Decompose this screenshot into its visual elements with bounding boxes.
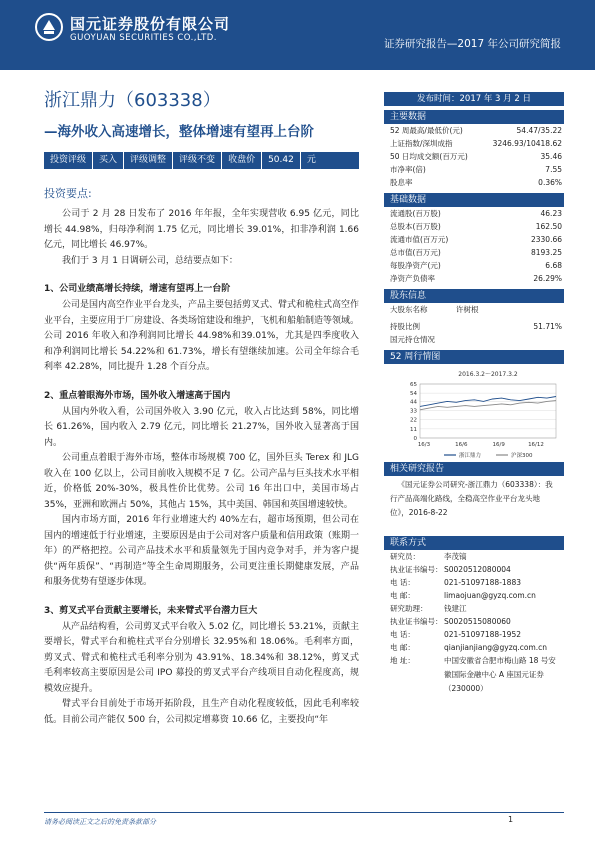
series-line — [420, 401, 556, 410]
contact-row: 研究员： 李茂镐 — [390, 552, 467, 561]
contact-row[interactable]: 电 邮： qianjianjiang@gyzq.com.cn — [390, 643, 548, 652]
point-paragraph: 从产品结构看，公司剪叉式平台收入 5.02 亿，同比增长 53.21%，贡献主要增长，臂式平台和桅柱式平台分别增长 32.95%和 18.06%。毛利率方面，剪叉式、臂式和桅柱式毛利率分别为 43.91%、18.34%和 38.12%，剪叉式毛利率较高主要原因是公司 IPO 募投的剪叉式平台产线项目自动化程度高，规模效应提升。 — [44, 621, 359, 694]
rating-bar — [44, 152, 359, 169]
x-tick-label: 16/6 — [455, 442, 468, 448]
contact-row: 执业证书编号： S0020515080060 — [390, 617, 511, 626]
major-shareholder-row: 大股东名称 许树根 — [390, 305, 479, 314]
contacts-title: 联系方式 — [384, 536, 564, 550]
main-data-table — [384, 124, 564, 189]
sidebar — [384, 92, 564, 696]
rating-change-value: 评级不变 — [173, 152, 222, 169]
data-row: 每股净资产(元) 6.68 — [390, 261, 562, 270]
company-name-en: GUOYUAN SECURITIES CO.,LTD. — [70, 33, 218, 43]
data-row: 净资产负债率 26.29% — [390, 274, 562, 283]
related-report-text: 《国元证券公司研究-浙江鼎力（603338）：我行产品高端化路线，全稳高空作业平台龙头地位》，2016-8-22 — [390, 480, 553, 517]
point-paragraph: 公司是国内高空作业平台龙头，产品主要包括剪叉式、臂式和桅柱式高空作业平台，主要应用于厂房建设、各类场馆建设和维护，飞机和船舶制造等领域。公司 2016 年收入和净利润同比增长 44.98%和39.01%，尤其是四季度收入和净利润同比增长 54.22%和 61.73%，增长有望继续加速。公司全年综合毛利率 42.28%，同比提升 1.28 个百分点。 — [44, 300, 360, 372]
x-tick-label: 16/9 — [492, 442, 505, 448]
stock-title: 浙江鼎力（603338） — [44, 90, 221, 111]
price-unit: 元 — [306, 155, 316, 165]
company-name-cn: 国元证券股份有限公司 — [70, 15, 231, 33]
point-heading: 1、公司业绩高增长持续，增速有望再上一台阶 — [44, 284, 231, 294]
shareholding-ratio-row: 持股比例 51.71% — [390, 322, 562, 331]
data-row: 流通市值(百万元) 2330.66 — [390, 235, 562, 244]
publish-date: 发布时间：2017 年 3 月 2 日 — [384, 92, 564, 106]
point-paragraph: 臂式平台目前处于市场开拓阶段，且生产自动化程度较低，因此毛利率较低。目前公司产能仅 500 台，公司拟定增募资 10.66 亿，主要投向“年 — [44, 699, 359, 725]
shareholder-title: 股东信息 — [384, 289, 564, 303]
rating-value: 买入 — [93, 152, 124, 169]
y-tick-label: 33 — [410, 408, 417, 415]
data-row: 流通股(百万股) 46.23 — [390, 209, 562, 218]
y-tick-label: 65 — [410, 382, 417, 388]
guoyuan-position-row: 国元持仓情况 — [390, 335, 435, 344]
x-tick-label: 16/3 — [417, 442, 431, 448]
y-tick-label: 44 — [410, 399, 417, 406]
page-number: 1 — [508, 815, 514, 824]
contact-row: 研究助理： 钱建江 — [390, 604, 467, 613]
footer-divider — [44, 812, 564, 813]
main-data-title: 主要数据 — [384, 110, 564, 124]
report-subtitle: —海外收入高速增长，整体增速有望再上台阶 — [44, 124, 314, 140]
intro-paragraph: 公司于 2 月 28 日发布了 2016 年年报，全年实现营收 6.95 亿元，同比增长 44.98%，归母净利润 1.75 亿元，同比增长 39.01%，扣非净利润 1.66 亿元，同比增长 46.97%。 — [44, 209, 359, 250]
point-paragraph: 国内市场方面，2016 年行业增速大约 40%左右，超市场预期，但公司在国内的增速低于行业增速，主要原因是由于公司对客户质量和信用政策（账期一年）的严格把控。公司产品技术水平和质量领先于国内竞争对手，并为客户提供“两年质保”、“再制造”等全生命周期服务，公司更注重长期健康发展，产品和服务优势有望逐步体现。 — [44, 515, 360, 587]
legend-label: 沪深300 — [511, 453, 533, 458]
rating-change-label: 评级调整 — [124, 152, 173, 169]
point-paragraph: 从国内外收入看，公司国外收入 3.90 亿元，收入占比达到 58%，同比增长 61.26%，国内收入 2.79 亿元，同比增长 21.27%，国外收入显著高于国内。 — [44, 406, 359, 448]
contact-row: 电 话： 021-51097188-1952 — [390, 630, 521, 639]
basic-data-table — [384, 207, 564, 285]
data-row: 总股本(百万股) 162.50 — [390, 222, 562, 231]
header-bar — [0, 0, 595, 70]
report-type: 证券研究报告—2017 年公司研究简报 — [383, 38, 561, 50]
y-tick-label: 0 — [413, 436, 417, 442]
price-chart-svg — [384, 366, 564, 458]
contact-row: 地 址： 中国安徽省合肥市梅山路 18 号安徽国际金融中心 A 座国元证券（230000） — [390, 656, 556, 693]
main-content — [44, 185, 359, 728]
chart-title: 52 周行情图 — [384, 350, 564, 364]
basic-data-title: 基础数据 — [384, 193, 564, 207]
point-heading: 2、重点着眼海外市场，国外收入增速高于国内 — [44, 390, 231, 401]
company-logo-icon — [34, 12, 64, 42]
contact-row: 执业证书编号： S0020512080004 — [390, 565, 511, 574]
rating-label: 投资评级 — [44, 152, 93, 169]
intro-paragraph: 我们于 3 月 1 日调研公司，总结要点如下： — [62, 255, 238, 266]
data-row: 50 日均成交额(百万元) 35.46 — [390, 152, 562, 161]
contact-row[interactable]: 电 邮： limaojuan@gyzq.com.cn — [390, 591, 536, 600]
footer-disclaimer: 请务必阅读正文之后的免责条款部分 — [44, 818, 156, 826]
x-tick-label: 16/12 — [528, 442, 544, 448]
y-tick-label: 22 — [410, 417, 417, 424]
contact-row: 电 话： 021-51097188-1883 — [390, 578, 521, 587]
section-title: 投资要点: — [44, 187, 92, 200]
contacts-list — [384, 550, 564, 696]
price-chart — [384, 366, 564, 458]
data-row: 总市值(百万元) 8193.25 — [390, 248, 562, 257]
point-paragraph: 公司重点着眼于海外市场，整体市场规模 700 亿，国外巨头 Terex 和 JLG 收入在 100 亿以上，公司目前收入规模不足 7 亿。公司产品与巨头技术水平相近，价格低 20%-30%，极具性价比优势。公司 16 年出口中，美国市场占 35%，亚洲和欧洲占 50%，其他占 15%，其中美国、韩国和英国增速较快。 — [44, 453, 359, 510]
data-row: 52 周最高/最低价(元) 54.47/35.22 — [390, 126, 562, 135]
point-heading: 3、剪叉式平台贡献主要增长，未来臂式平台潜力巨大 — [44, 605, 258, 616]
price-label: 收盘价 — [222, 152, 262, 169]
price-value: 50.42 — [262, 152, 301, 169]
plot-frame — [420, 384, 556, 438]
related-reports-title: 相关研究报告 — [384, 462, 564, 476]
data-row: 市净率(倍) 7.55 — [390, 165, 562, 174]
chart-date-range: 2016.3.2～2017.3.2 — [458, 371, 518, 378]
y-tick-label: 54 — [410, 391, 417, 398]
legend-label: 浙江鼎力 — [459, 453, 482, 458]
data-row: 股息率 0.36% — [390, 178, 562, 187]
y-tick-label: 11 — [410, 426, 417, 433]
data-row: 上证指数/深圳成指 3246.93/10418.62 — [390, 139, 562, 148]
